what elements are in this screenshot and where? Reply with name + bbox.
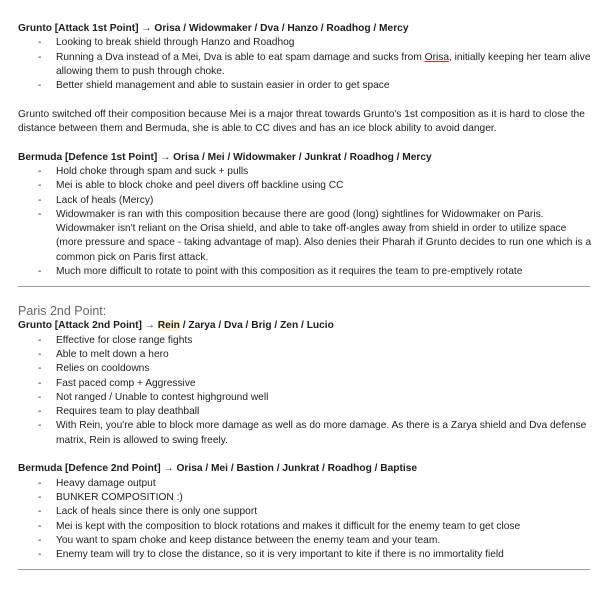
grunto-attack-1st-list (18, 36, 594, 93)
list-item: - Heavy damage output (18, 477, 594, 491)
composition-switch-paragraph: Grunto switched off their composition because Mei is a major threat towards Grunto's 1st composition as it is hard to close the distance between them and Bermuda, she is able to CC dives and has an ice block ability to avoid danger. (18, 108, 585, 135)
spellcheck-underlined-word: Orisa (424, 51, 449, 63)
grunto-attack-1st-heading: Grunto [Attack 1st Point] → Orisa / Widowmaker / Dva / Hanzo / Roadhog / Mercy (18, 23, 409, 34)
grunto-attack-2nd-list (18, 334, 594, 448)
bermuda-defence-1st-heading: Bermuda [Defence 1st Point] → Orisa / Mei / Widowmaker / Junkrat / Roadhog / Mercy (18, 151, 432, 163)
list-item: - Mei is kept with the composition to block rotations and makes it difficult for the enemy team to get close (18, 520, 594, 534)
bermuda-defence-1st-list (18, 165, 594, 279)
list-item: - Widowmaker is ran with this composition because there are good (long) sightlines for Widowmaker on Paris. Widowmaker isn't reliant on the Orisa shield, and able to take off-angles away from shield in order to utilize space (more pressure and space - taking advantage of map). Also denies their Pharah if Grunto decides to run one which is a common pick on Paris first attack. (18, 208, 594, 265)
heading-suffix: / Zarya / Dva / Brig / Zen / Lucio (179, 320, 334, 332)
document-body (18, 22, 594, 570)
list-item: - Looking to break shield through Hanzo and Roadhog (18, 36, 594, 50)
list-item: - Lack of heals since there is only one support (18, 505, 594, 519)
list-item: - Relies on cooldowns (18, 362, 594, 376)
list-item: - Fast paced comp + Aggressive (18, 377, 594, 391)
list-item: - Hold choke through spam and suck + pulls (18, 165, 594, 179)
list-item: - Enemy team will try to close the distance, so it is very important to kite if there is no immortality field (18, 548, 594, 562)
list-item: - Able to melt down a hero (18, 348, 594, 362)
list-item: - Running a Dva instead of a Mei, Dva is able to eat spam damage and sucks from Orisa, initially keeping her team alive allowing them to push through choke. (18, 51, 594, 80)
section-divider (18, 569, 590, 570)
list-item: - Mei is able to block choke and peel divers off backline using CC (18, 179, 594, 193)
heading-prefix: Grunto [Attack 2nd Point] → (18, 320, 158, 332)
list-item: - Lack of heals (Mercy) (18, 194, 594, 208)
paris-2nd-point-title: Paris 2nd Point: (18, 304, 107, 319)
list-item: - Much more difficult to rotate to point with this composition as it requires the team to pre-emptively rotate (18, 265, 594, 279)
list-item: - With Rein, you're able to block more damage as well as do more damage. As there is a Zarya shield and Dva defense matrix, Rein is allowed to swing freely. (18, 419, 594, 448)
list-item: - You want to spam choke and keep distance between the enemy team and your team. (18, 534, 594, 548)
bermuda-defence-2nd-heading: Bermuda [Defence 2nd Point] → Orisa / Mei / Bastion / Junkrat / Roadhog / Baptise (18, 463, 418, 475)
list-item: - Not ranged / Unable to contest highground well (18, 391, 594, 405)
list-item: - Requires team to play deathball (18, 405, 594, 419)
list-item: - BUNKER COMPOSITION :) (18, 491, 594, 505)
bermuda-defence-2nd-list (18, 477, 594, 563)
list-item: - Effective for close range fights (18, 334, 594, 348)
rein-highlight: Rein (157, 320, 180, 332)
list-item: - Better shield management and able to sustain easier in order to get space (18, 79, 594, 93)
grunto-attack-2nd-heading (18, 319, 594, 333)
section-divider (18, 286, 590, 287)
